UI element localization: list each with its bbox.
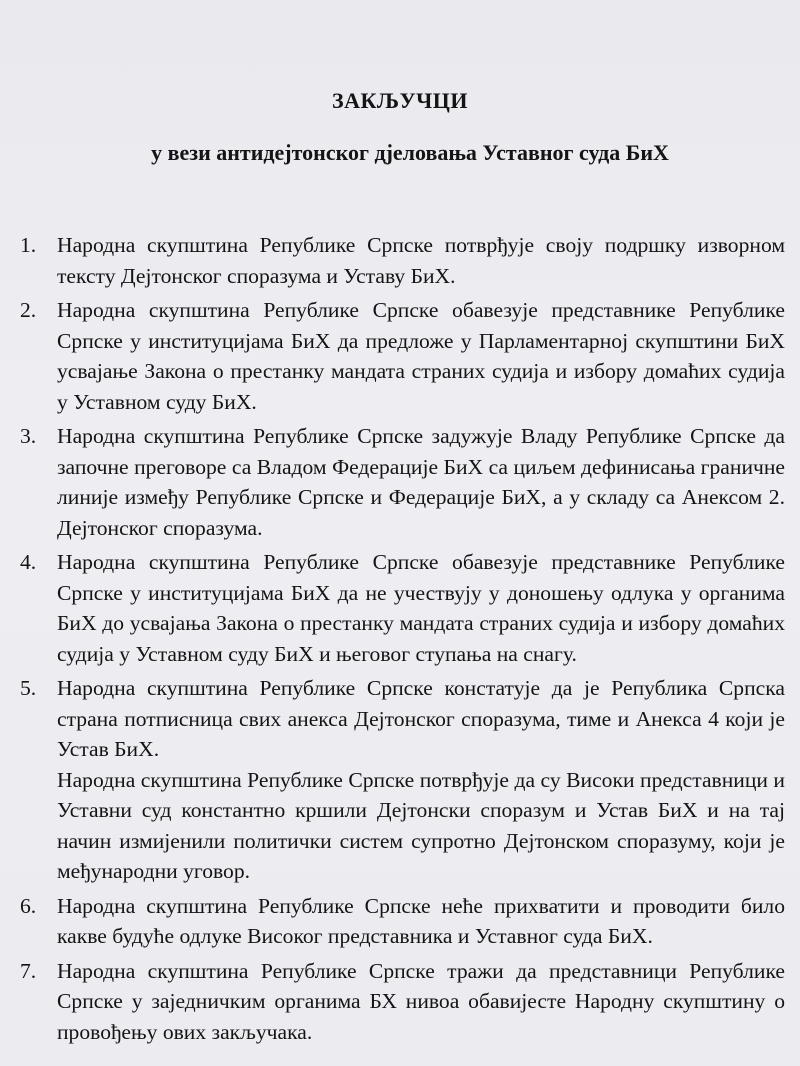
item-text: Народна скупштина Републике Српске тражи да представници Републике Српске у заједничким органима БХ нивоа обавијесте Народну скупштину о провођењу ових закључака. — [57, 958, 785, 1044]
item-number: 5. — [20, 676, 37, 700]
item-text: Народна скупштина Републике Српске задужује Владу Републике Српске да започне преговоре са Владом Федерације БиХ са циљем дефинисања граничне линије између Републике Српске и Федерације БиХ, а у складу са Анексом 2. Дејтонског споразума. — [57, 424, 785, 540]
item-number: 4. — [20, 550, 37, 574]
item-number: 7. — [20, 958, 37, 983]
document-title: ЗАКЉУЧЦИ — [331, 88, 469, 113]
list-item — [20, 295, 785, 417]
item-text: Народна скупштина Републике Српске обавезује представнике Републике Српске у институцијама БиХ да не учествују у доношењу одлука у органима БиХ до усвајања Закона о престанку мандата страних судија и избору домаћих судија у Уставном суду БиХ и његовог ступања на снагу. — [57, 550, 785, 666]
list-item — [20, 956, 785, 1048]
list-item — [20, 230, 785, 291]
item-number: 3. — [20, 424, 37, 448]
list-item — [20, 421, 785, 543]
item-text: Народна скупштина Републике Српске неће прихватити и проводити било какве будуће одлуке Високог представника и Уставног суда БиХ. — [57, 893, 785, 948]
item-text: Народна скупштина Републике Српске обавезује представнике Републике Српске у институцијама БиХ да предложе у Парламентарној скупштини БиХ усвајање Закона о престанку мандата страних судија и избору домаћих судија у Уставном суду БиХ. — [57, 298, 785, 414]
document-subtitle: у вези антидејтонског дјеловања Уставног суда БиХ — [151, 140, 669, 165]
list-item — [20, 547, 785, 669]
item-text: Народна скупштина Републике Српске констатује да је Република Српска страна потписница свих анекса Дејтонског споразума, тиме и Анекса 4 који је Устав БиХ. — [57, 676, 785, 761]
item-number: 2. — [20, 298, 37, 322]
list-item — [20, 891, 785, 952]
item-number: 1. — [20, 233, 37, 257]
item-text: Народна скупштина Републике Српске потврђује своју подршку изворном тексту Дејтонског споразума и Уставу БиХ. — [57, 233, 785, 288]
item-text-continued: Народна скупштина Републике Српске потврђује да су Високи представници и Уставни суд константно кршили Дејтонски споразум и Устав БиХ и на тај начин измијенили политички систем супротно Дејтонском споразуму, који је међународни уговор. — [57, 767, 785, 883]
item-number: 6. — [20, 893, 37, 918]
conclusions-list — [20, 230, 785, 1051]
list-item — [20, 673, 785, 887]
